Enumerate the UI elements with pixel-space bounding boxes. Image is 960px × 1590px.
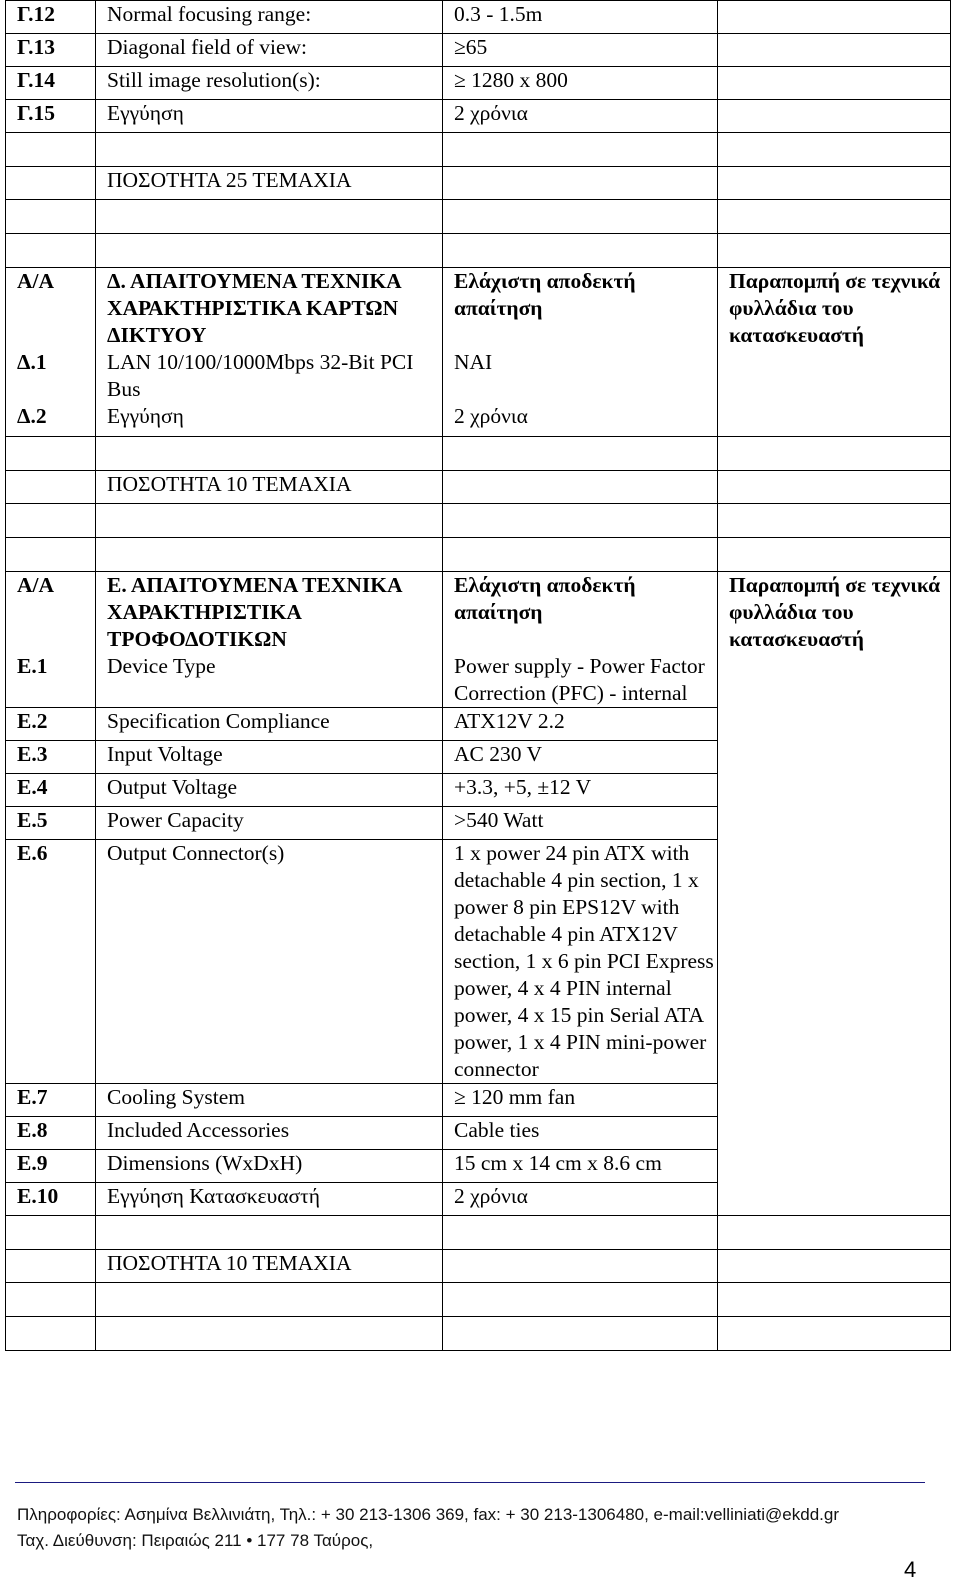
row-description: Included Accessories [96, 1116, 443, 1149]
row-value: 1 x power 24 pin ATX with detachable 4 pin section, 1 x power 8 pin EPS12V with detachable 4 pin ATX12V section, 1 x 6 pin PCI Express power, 4 x 4 PIN internal power, 4 x 15 pin Serial ATA power, 1 x 4 PIN mini-power connector [443, 839, 718, 1083]
row-id: Ε.10 [6, 1182, 96, 1215]
row-value: 2 χρόνια [443, 1182, 718, 1215]
row-value: NAI [443, 349, 718, 403]
row-value: >540 Watt [443, 806, 718, 839]
section-title: Ε. ΑΠΑΙΤΟΥΜΕΝΑ ΤΕΧΝΙΚΑ ΧΑΡΑΚΤΗΡΙΣΤΙΚΑ ΤΡΟΦΟΔΟΤΙΚΩΝ [96, 571, 443, 653]
row-id: Ε.3 [6, 740, 96, 773]
row-value: ≥65 [443, 34, 718, 67]
row-id: Ε.8 [6, 1116, 96, 1149]
empty-row [6, 537, 951, 571]
row-description: LAN 10/100/1000Mbps 32-Bit PCI Bus [96, 349, 443, 403]
row-value: ≥ 1280 x 800 [443, 67, 718, 100]
row-id: Ε.7 [6, 1083, 96, 1116]
quantity-row [6, 1249, 951, 1282]
section-title: Δ. ΑΠΑΙΤΟΥΜΕΝΑ ΤΕΧΝΙΚΑ ΧΑΡΑΚΤΗΡΙΣΤΙΚΑ ΚΑΡΤΩΝ ΔΙΚΤΥΟΥ [96, 268, 443, 350]
row-description: Specification Compliance [96, 707, 443, 740]
row-reference [718, 1, 951, 34]
row-value: +3.3, +5, ±12 V [443, 773, 718, 806]
quantity-label: ΠΟΣΟΤΗΤΑ 10 ΤΕΜΑΧΙΑ [96, 1249, 443, 1282]
row-description: Output Connector(s) [96, 839, 443, 1083]
row-description: Device Type [96, 653, 443, 708]
empty-row [6, 503, 951, 537]
empty-row [6, 200, 951, 234]
row-value: 2 χρόνια [443, 403, 718, 436]
empty-row [6, 1316, 951, 1350]
row-description: Dimensions (WxDxH) [96, 1149, 443, 1182]
row-description: Normal focusing range: [96, 1, 443, 34]
row-id: Ε.4 [6, 773, 96, 806]
row-description: Output Voltage [96, 773, 443, 806]
header-reference: Παραπομπή σε τεχνικά φυλλάδια του κατασκευαστή [718, 268, 951, 437]
empty-row [6, 133, 951, 167]
empty-row [6, 436, 951, 470]
row-id: Δ.2 [6, 403, 96, 436]
row-id: Γ.13 [6, 34, 96, 67]
specifications-table [5, 0, 951, 1351]
row-reference [718, 34, 951, 67]
quantity-row [6, 167, 951, 200]
row-value: ATX12V 2.2 [443, 707, 718, 740]
row-description: Εγγύηση Κατασκευαστή [96, 1182, 443, 1215]
row-id: Δ.1 [6, 349, 96, 403]
row-description: Power Capacity [96, 806, 443, 839]
row-value: 0.3 - 1.5m [443, 1, 718, 34]
row-reference [718, 100, 951, 133]
row-id: Ε.1 [6, 653, 96, 708]
row-value: 2 χρόνια [443, 100, 718, 133]
row-id: Γ.15 [6, 100, 96, 133]
section-header-row [6, 268, 951, 350]
row-description: Εγγύηση [96, 403, 443, 436]
row-description: Input Voltage [96, 740, 443, 773]
row-value: ≥ 120 mm fan [443, 1083, 718, 1116]
header-aa: Α/Α [6, 571, 96, 653]
empty-row [6, 1282, 951, 1316]
header-min-requirement: Ελάχιστη αποδεκτή απαίτηση [443, 571, 718, 653]
table-row [6, 34, 951, 67]
quantity-label: ΠΟΣΟΤΗΤΑ 10 ΤΕΜΑΧΙΑ [96, 470, 443, 503]
row-description: Diagonal field of view: [96, 34, 443, 67]
row-id: Ε.9 [6, 1149, 96, 1182]
header-reference: Παραπομπή σε τεχνικά φυλλάδια του κατασκευαστή [718, 571, 951, 1215]
empty-row [6, 1215, 951, 1249]
header-min-requirement: Ελάχιστη αποδεκτή απαίτηση [443, 268, 718, 350]
quantity-label: ΠΟΣΟΤΗΤΑ 25 ΤΕΜΑΧΙΑ [96, 167, 443, 200]
row-id: Ε.2 [6, 707, 96, 740]
row-description: Cooling System [96, 1083, 443, 1116]
row-value: AC 230 V [443, 740, 718, 773]
quantity-row [6, 470, 951, 503]
table-row [6, 67, 951, 100]
row-reference [718, 67, 951, 100]
row-id: Γ.14 [6, 67, 96, 100]
row-id: Γ.12 [6, 1, 96, 34]
footer-contact-info: Πληροφορίες: Ασημίνα Βελλινιάτη, Τηλ.: + 30 213-1306 369, fax: + 30 213-1306480, e-mail:velliniati@ekdd.gr [17, 1505, 840, 1524]
header-aa: Α/Α [6, 268, 96, 350]
page-number: 4 [904, 1557, 917, 1582]
footer-divider [15, 1482, 925, 1483]
row-id: Ε.5 [6, 806, 96, 839]
table-row [6, 1, 951, 34]
footer-address: Ταχ. Διεύθυνση: Πειραιώς 211 • 177 78 Ταύρος, [17, 1531, 374, 1550]
table-row [6, 100, 951, 133]
row-value: Cable ties [443, 1116, 718, 1149]
row-value: 15 cm x 14 cm x 8.6 cm [443, 1149, 718, 1182]
row-value: Power supply - Power Factor Correction (PFC) - internal [443, 653, 718, 708]
empty-row [6, 234, 951, 268]
row-description: Still image resolution(s): [96, 67, 443, 100]
section-header-row [6, 571, 951, 653]
row-id: Ε.6 [6, 839, 96, 1083]
row-description: Εγγύηση [96, 100, 443, 133]
